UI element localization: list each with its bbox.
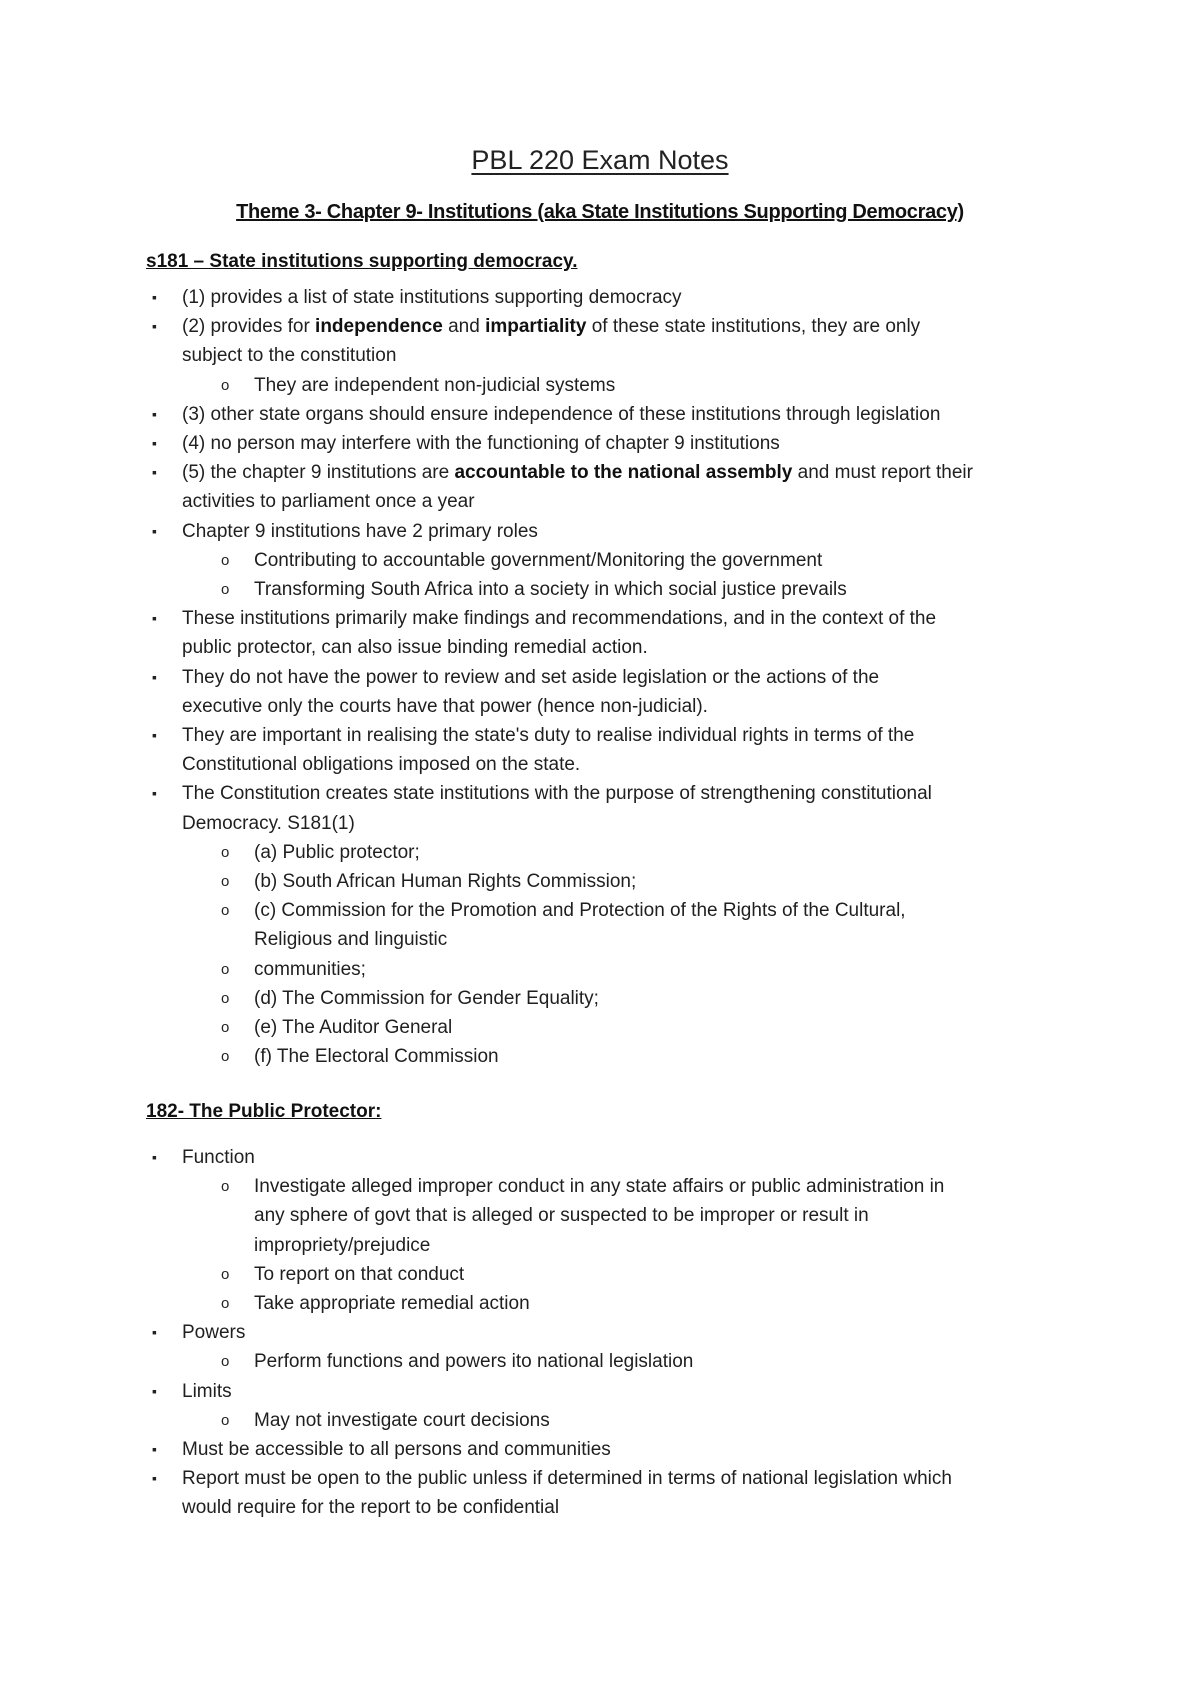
list-item: They are important in realising the state's duty to realise individual rights in terms of the bbox=[182, 725, 915, 746]
list-item: (f) The Electoral Commission bbox=[254, 1046, 499, 1068]
square-bullet-icon: ▪ bbox=[152, 435, 157, 451]
list-item: (c) Commission for the Promotion and Protection of the Rights of the Cultural, bbox=[254, 900, 906, 922]
list-item: (1) provides a list of state institutions supporting democracy bbox=[182, 287, 682, 308]
circle-bullet-icon: o bbox=[221, 1353, 230, 1371]
bold-term: accountable to the national assembly bbox=[454, 462, 793, 484]
list-item: activities to parliament once a year bbox=[182, 491, 475, 513]
list-item: Constitutional obligations imposed on the state. bbox=[182, 754, 581, 776]
list-item: Powers bbox=[182, 1322, 246, 1344]
bold-term: impartiality bbox=[485, 316, 587, 338]
square-bullet-icon: ▪ bbox=[152, 1324, 157, 1341]
square-bullet-icon: ▪ bbox=[152, 1470, 157, 1487]
circle-bullet-icon: o bbox=[221, 873, 230, 890]
text-run: and bbox=[442, 316, 486, 338]
circle-bullet-icon: o bbox=[221, 989, 230, 1007]
list-item: (3) other state organs should ensure independence of these institutions through legislation bbox=[182, 403, 941, 425]
bold-term: independence bbox=[315, 316, 443, 338]
list-item: Perform functions and powers ito national legislation bbox=[254, 1351, 694, 1373]
square-bullet-icon: ▪ bbox=[152, 727, 157, 743]
square-bullet-icon: ▪ bbox=[152, 610, 157, 627]
section-heading-s182: 182- The Public Protector: bbox=[146, 1101, 382, 1122]
square-bullet-icon: ▪ bbox=[152, 289, 157, 305]
list-item: (4) no person may interfere with the functioning of chapter 9 institutions bbox=[182, 433, 780, 454]
list-item: The Constitution creates state institutions with the purpose of strengthening constitutional bbox=[182, 783, 932, 805]
list-item: May not investigate court decisions bbox=[254, 1409, 550, 1431]
list-item: Contributing to accountable government/Monitoring the government bbox=[254, 549, 823, 571]
square-bullet-icon: ▪ bbox=[152, 464, 157, 481]
list-item: (b) South African Human Rights Commission; bbox=[254, 871, 637, 892]
list-item: (e) The Auditor General bbox=[254, 1017, 453, 1038]
section-heading-s181: s181 – State institutions supporting democracy. bbox=[146, 251, 578, 272]
list-item: Chapter 9 institutions have 2 primary roles bbox=[182, 520, 538, 542]
text-run: of these state institutions, they are only bbox=[586, 316, 921, 338]
text-run: and must report their bbox=[792, 462, 973, 484]
list-item: Report must be open to the public unless if determined in terms of national legislation which bbox=[182, 1468, 952, 1490]
list-item: Democracy. S181(1) bbox=[182, 812, 355, 834]
square-bullet-icon: ▪ bbox=[152, 1149, 157, 1165]
list-item: Must be accessible to all persons and communities bbox=[182, 1439, 611, 1460]
list-item bbox=[182, 458, 973, 487]
square-bullet-icon: ▪ bbox=[152, 785, 157, 802]
circle-bullet-icon: o bbox=[221, 376, 230, 394]
list-item: impropriety/prejudice bbox=[254, 1234, 431, 1256]
list-item: public protector, can also issue binding remedial action. bbox=[182, 637, 648, 659]
square-bullet-icon: ▪ bbox=[152, 668, 157, 685]
list-item: (d) The Commission for Gender Equality; bbox=[254, 987, 599, 1009]
page-title: PBL 220 Exam Notes bbox=[471, 145, 729, 175]
circle-bullet-icon: o bbox=[221, 960, 230, 978]
circle-bullet-icon: o bbox=[221, 843, 230, 861]
circle-bullet-icon: o bbox=[221, 551, 230, 569]
list-item bbox=[182, 312, 920, 341]
circle-bullet-icon: o bbox=[221, 581, 230, 598]
list-item: Function bbox=[182, 1147, 255, 1168]
list-item: They do not have the power to review and set aside legislation or the actions of the bbox=[182, 666, 880, 688]
list-item: (a) Public protector; bbox=[254, 841, 420, 863]
circle-bullet-icon: o bbox=[221, 1048, 230, 1066]
square-bullet-icon: ▪ bbox=[152, 522, 157, 539]
list-item: To report on that conduct bbox=[254, 1263, 465, 1285]
list-item: These institutions primarily make findings and recommendations, and in the context of the bbox=[182, 608, 937, 630]
text-run: (2) provides for bbox=[182, 316, 316, 338]
square-bullet-icon: ▪ bbox=[152, 318, 157, 335]
list-item: Limits bbox=[182, 1380, 232, 1402]
circle-bullet-icon: o bbox=[221, 902, 230, 920]
list-item: Investigate alleged improper conduct in any state affairs or public administration in bbox=[254, 1176, 945, 1198]
circle-bullet-icon: o bbox=[221, 1019, 230, 1036]
theme-heading: Theme 3- Chapter 9- Institutions (aka State Institutions Supporting Democracy) bbox=[236, 201, 964, 223]
circle-bullet-icon: o bbox=[221, 1265, 230, 1283]
circle-bullet-icon: o bbox=[221, 1178, 230, 1196]
square-bullet-icon: ▪ bbox=[152, 1441, 157, 1457]
list-item: Take appropriate remedial action bbox=[254, 1293, 530, 1314]
square-bullet-icon: ▪ bbox=[152, 405, 157, 422]
list-item: Religious and linguistic bbox=[254, 929, 448, 951]
list-item: Transforming South Africa into a society in which social justice prevails bbox=[254, 579, 847, 600]
circle-bullet-icon: o bbox=[221, 1411, 230, 1429]
list-item: executive only the courts have that power (hence non-judicial). bbox=[182, 695, 708, 717]
list-item: communities; bbox=[254, 958, 366, 980]
square-bullet-icon: ▪ bbox=[152, 1382, 157, 1399]
list-item: any sphere of govt that is alleged or suspected to be improper or result in bbox=[254, 1205, 869, 1227]
list-item: They are independent non-judicial systems bbox=[254, 374, 616, 396]
list-item: subject to the constitution bbox=[182, 345, 397, 367]
list-item: would require for the report to be confidential bbox=[182, 1497, 560, 1519]
text-run: (5) the chapter 9 institutions are bbox=[182, 462, 455, 484]
circle-bullet-icon: o bbox=[221, 1295, 230, 1312]
